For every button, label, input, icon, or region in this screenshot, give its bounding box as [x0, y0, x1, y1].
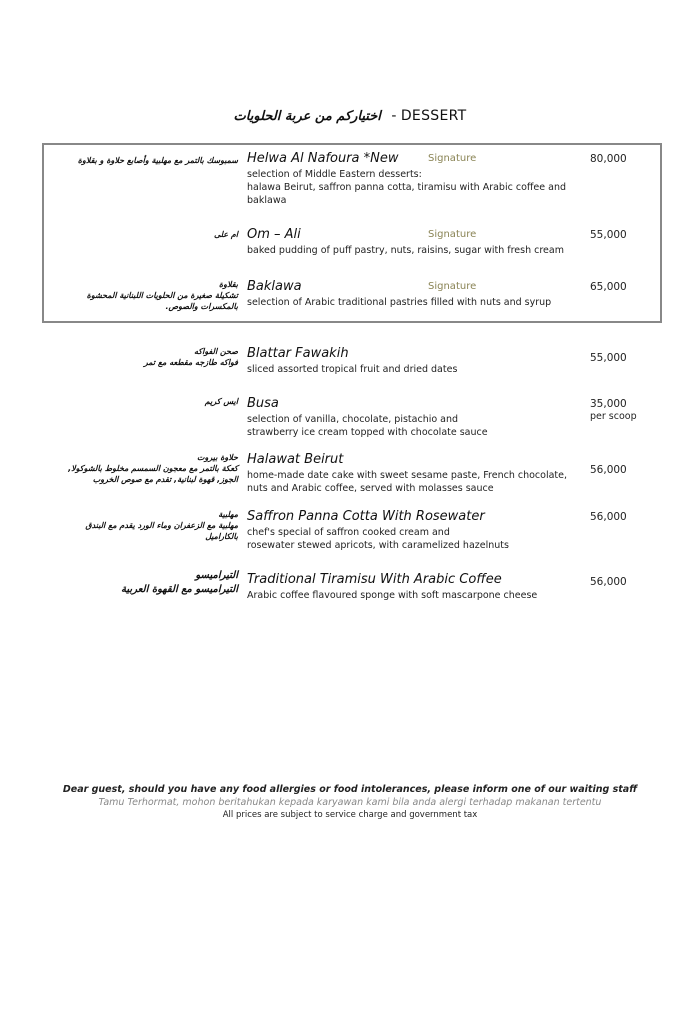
tax-notice: All prices are subject to service charge and government tax [222, 810, 478, 820]
arabic-line: حلاوة بيروت [196, 453, 238, 462]
item-price [590, 153, 627, 165]
item-price [590, 398, 637, 422]
title-separator: - [386, 108, 401, 124]
arabic-line: ام على [213, 230, 238, 239]
item-price [590, 576, 627, 588]
item-description [247, 244, 572, 257]
english-title: DESSERT [400, 108, 467, 124]
arabic-line: التيراميسو مع القهوة العربية [121, 584, 238, 595]
description-line: chef's special of saffron cooked cream and [247, 527, 450, 538]
arabic-line: تشكيلة صغيرة من الحلويات اللبنانية المحشوة [86, 291, 238, 300]
item-price [590, 511, 627, 523]
arabic-line: التيراميسو [195, 570, 238, 581]
item-name: Blattar Fawakih [247, 346, 349, 361]
item-description [247, 469, 572, 495]
item-name: Baklawa [247, 279, 302, 294]
item-price [590, 229, 627, 241]
item-name: Busa [247, 396, 279, 411]
signature-tag: Signature [428, 229, 477, 240]
arabic-line: الجوز, قهوة لبنانية, تقدم مع صوص الخروب [92, 475, 238, 484]
arabic-line: بالمكسرات والصوص. [165, 302, 238, 311]
description-line: sliced assorted tropical fruit and dried dates [247, 364, 458, 375]
arabic-description [38, 509, 238, 542]
item-price [590, 281, 627, 293]
item-price [590, 352, 627, 364]
price-value: 35,000 [590, 398, 627, 410]
description-line: selection of vanilla, chocolate, pistachio and [247, 414, 459, 425]
description-line: baklawa [247, 195, 287, 206]
description-line: Arabic coffee flavoured sponge with soft mascarpone cheese [247, 590, 538, 601]
arabic-description [38, 396, 238, 407]
item-description [247, 363, 572, 376]
price-value: 65,000 [590, 281, 627, 293]
arabic-title: اختياركم من عربة الحلويات [233, 109, 381, 124]
item-name: Saffron Panna Cotta With Rosewater [247, 509, 485, 524]
price-value: 56,000 [590, 576, 627, 588]
item-description [247, 296, 572, 309]
description-line: nuts and Arabic coffee, served with molasses sauce [247, 483, 494, 494]
page-title [0, 108, 700, 124]
price-value: 80,000 [590, 153, 627, 165]
signature-tag: Signature [428, 281, 477, 292]
item-name: Helwa Al Nafoura *New [247, 151, 399, 166]
arabic-line: صحن الفواكه [194, 347, 238, 356]
arabic-line: مهلبية [218, 510, 238, 519]
arabic-description [38, 279, 238, 312]
arabic-description [38, 155, 238, 166]
item-name: Om – Ali [247, 227, 301, 242]
description-line: selection of Arabic traditional pastries filled with nuts and syrup [247, 297, 552, 308]
arabic-description [38, 569, 238, 597]
arabic-description [38, 229, 238, 240]
arabic-line: ايس كريم [204, 397, 238, 406]
allergy-notice-id: Tamu Terhormat, mohon beritahukan kepada karyawan kami bila anda alergi terhadap makanan tertentu [98, 797, 602, 808]
item-description [247, 589, 572, 602]
item-name: Traditional Tiramisu With Arabic Coffee [247, 572, 502, 587]
allergy-notice-en: Dear guest, should you have any food allergies or food intolerances, please inform one of our waiting staff [62, 784, 638, 795]
description-line: rosewater stewed apricots, with caramelized hazelnuts [247, 540, 509, 551]
arabic-line: سمبوسك بالتمر مع مهلبية وأصابع حلاوة و بقلاوة [77, 156, 238, 165]
item-description [247, 526, 572, 552]
arabic-line: كعكة بالتمر مع معجون السمسم مخلوط بالشوكولا, [68, 464, 238, 473]
price-value: 55,000 [590, 352, 627, 364]
price-value: 56,000 [590, 511, 627, 523]
description-line: halawa Beirut, saffron panna cotta, tiramisu with Arabic coffee and [247, 182, 567, 193]
footer [0, 783, 700, 821]
item-description [247, 168, 572, 207]
arabic-line: بالكاراميل [205, 532, 238, 541]
price-value: 55,000 [590, 229, 627, 241]
price-note: per scoop [590, 411, 637, 422]
arabic-line: بقلاوة [218, 280, 238, 289]
arabic-description [38, 346, 238, 368]
item-price [590, 464, 627, 476]
item-description [247, 413, 572, 439]
signature-tag: Signature [428, 153, 477, 164]
arabic-line: فواكه طازجه مقطعه مع تمر [143, 358, 238, 367]
description-line: strawberry ice cream topped with chocolate sauce [247, 427, 488, 438]
item-name: Halawat Beirut [247, 452, 344, 467]
arabic-line: مهلبية مع الزعفران وماء الورد يقدم مع البندق [85, 521, 238, 530]
description-line: home-made date cake with sweet sesame paste, French chocolate, [247, 470, 568, 481]
price-value: 56,000 [590, 464, 627, 476]
arabic-description [38, 452, 238, 485]
description-line: baked pudding of puff pastry, nuts, raisins, sugar with fresh cream [247, 245, 564, 256]
description-line: selection of Middle Eastern desserts: [247, 169, 422, 180]
